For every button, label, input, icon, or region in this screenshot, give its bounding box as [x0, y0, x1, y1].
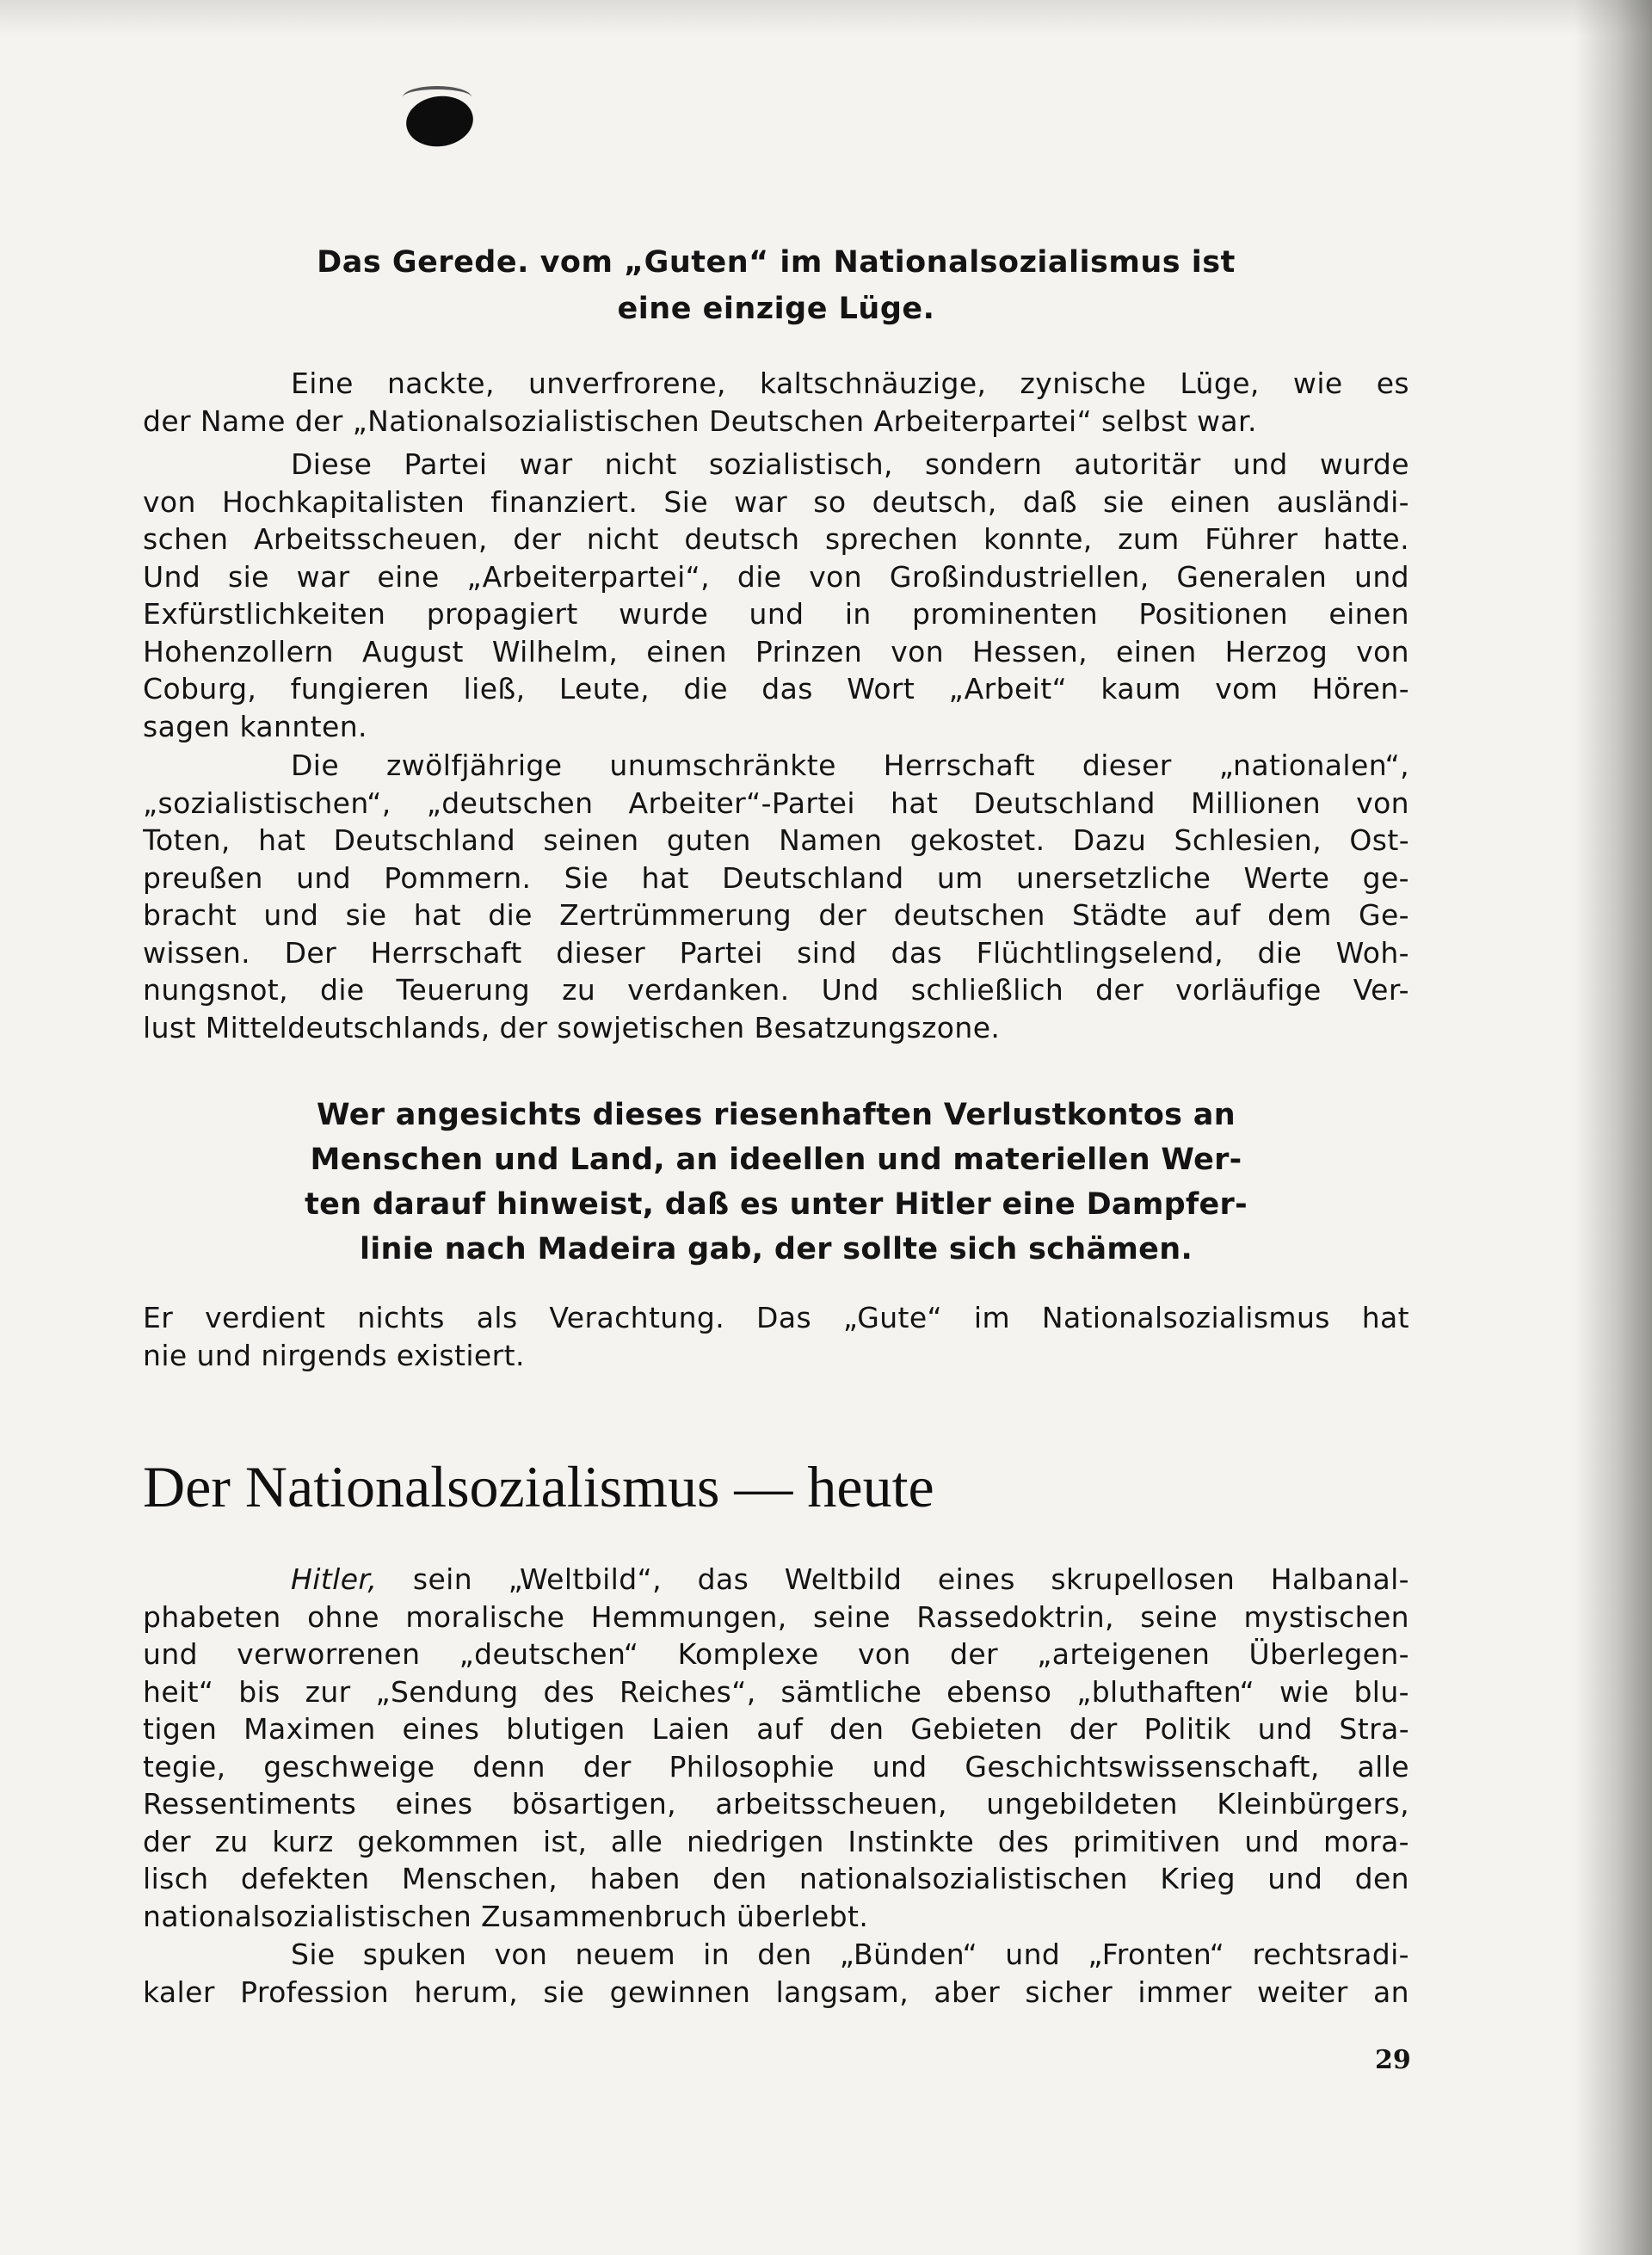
paragraph-1 [143, 365, 1409, 440]
text-line: Diese Partei war nicht sozialistisch, sondern autoritär und wurde [291, 447, 1409, 481]
text-line: Coburg, fungieren ließ, Leute, die das Wort „Arbeit“ kaum vom Hören- [143, 672, 1409, 705]
emphasized-statement [294, 1093, 1258, 1272]
text-segment: sein „Weltbild“, das Weltbild eines skrupellosen Halbanal- [377, 1562, 1409, 1596]
text-line: Eine nackte, unverfrorene, kaltschnäuzige, zynische Lüge, wie es [291, 367, 1409, 400]
statement-line: Menschen und Land, an ideellen und materiellen Wer- [310, 1143, 1242, 1177]
text-line: Exfürstlichkeiten propagiert wurde und in prominenten Positionen einen [143, 597, 1409, 631]
text-line: lisch defekten Menschen, haben den nationalsozialistischen Krieg und den [143, 1862, 1409, 1895]
text-line: nungsnot, die Teuerung zu verdanken. Und schließlich der vorläufige Ver- [143, 973, 1409, 1007]
text-line: bracht und sie hat die Zertrümmerung der deutschen Städte auf dem Ge- [143, 898, 1409, 932]
paragraph-2 [143, 446, 1409, 745]
text-line: wissen. Der Herrschaft dieser Partei sind das Flüchtlingselend, die Woh- [143, 935, 1409, 970]
text-line: Er verdient nichts als Verachtung. Das „Gute“ im Nationalsozialismus hat [143, 1301, 1409, 1334]
statement-line: ten darauf hinweist, daß es unter Hitler eine Dampfer- [305, 1187, 1248, 1222]
section-title: Der Nationalsozialismus — heute [143, 1454, 934, 1519]
text-line: Sie spuken von neuem in den „Bünden“ und „Fronten“ rechtsradi- [291, 1938, 1409, 1971]
text-line: tigen Maximen eines blutigen Laien auf den Gebieten der Politik und Stra- [143, 1712, 1409, 1746]
page-number: 29 [1375, 2045, 1411, 2075]
text-line: nie und nirgends existiert. [143, 1338, 525, 1372]
statement-line: Wer angesichts dieses riesenhaften Verlustkontos an [317, 1098, 1236, 1132]
text-line: Ressentiments eines bösartigen, arbeitsscheuen, ungebildeten Kleinbürgers, [143, 1787, 1409, 1821]
text-line: sagen kannten. [143, 709, 367, 743]
heading-line-1: Das Gerede. vom „Guten“ im Nationalsozialismus ist [317, 245, 1236, 280]
text-line: Hohenzollern August Wilhelm, einen Prinzen von Hessen, einen Herzog von [143, 634, 1409, 668]
text-line: tegie, geschweige denn der Philosophie und Geschichtswissenschaft, alle [143, 1749, 1409, 1784]
paragraph-3 [143, 747, 1409, 1046]
section-paragraph-1 [143, 1561, 1409, 1935]
text-line: preußen und Pommern. Sie hat Deutschland um unersetzliche Werte ge- [143, 860, 1409, 895]
closing-paragraph [143, 1299, 1409, 1374]
text-line: und verworrenen „deutschen“ Komplexe von der „arteigenen Überlegen- [143, 1637, 1409, 1671]
paper-top-shadow [0, 0, 1652, 34]
text-line: der zu kurz gekommen ist, alle niedrigen Instinkte des primitiven und mora- [143, 1824, 1409, 1858]
text-line: nationalsozialistischen Zusammenbruch überlebt. [143, 1899, 869, 1933]
text-line: „sozialistischen“, „deutschen Arbeiter“-Partei hat Deutschland Millionen von [143, 786, 1409, 820]
text-line: Die zwölfjährige unumschränkte Herrschaft dieser „nationalen“, [291, 749, 1409, 782]
text-line: phabeten ohne moralische Hemmungen, seine Rassedoktrin, seine mystischen [143, 1599, 1409, 1634]
paper-right-edge-shadow [1575, 0, 1652, 2255]
text-line: lust Mitteldeutschlands, der sowjetischen Besatzungszone. [143, 1010, 1001, 1044]
text-line: Und sie war eine „Arbeiterpartei“, die von Großindustriellen, Generalen und [143, 559, 1409, 594]
section-paragraph-2 [143, 1936, 1409, 2011]
statement-line: linie nach Madeira gab, der sollte sich schämen. [359, 1232, 1193, 1266]
text-line: schen Arbeitsscheuen, der nicht deutsch sprechen konnte, zum Führer hatte. [143, 522, 1409, 556]
text-line: kaler Profession herum, sie gewinnen langsam, aber sicher immer weiter an [143, 1975, 1409, 2009]
chapter-heading [143, 239, 1409, 332]
text-line: von Hochkapitalisten finanziert. Sie war so deutsch, daß sie einen ausländi- [143, 484, 1409, 519]
heading-line-2: eine einzige Lüge. [617, 292, 935, 326]
text-line [143, 1561, 1409, 1599]
emphasized-word: Hitler, [291, 1562, 378, 1596]
text-line: heit“ bis zur „Sendung des Reiches“, sämtliche ebenso „bluthaften“ wie blu- [143, 1674, 1409, 1709]
text-line: Toten, hat Deutschland seinen guten Namen gekostet. Dazu Schlesien, Ost- [143, 823, 1409, 857]
text-line: der Name der „Nationalsozialistischen Deutschen Arbeiterpartei“ selbst war. [143, 404, 1257, 438]
